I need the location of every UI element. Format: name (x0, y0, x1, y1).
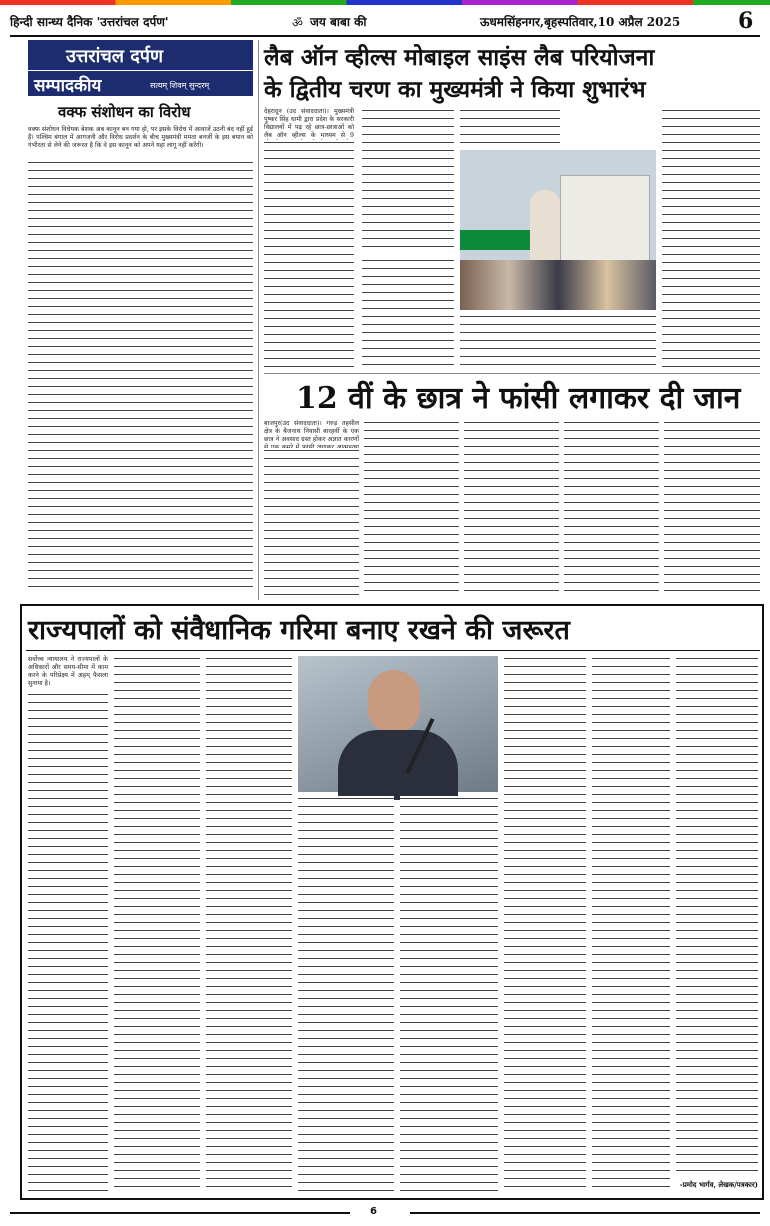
second-col-2 (364, 420, 459, 598)
second-col-3 (464, 420, 559, 598)
lead-col-4 (662, 108, 760, 368)
lead-dateline-text: देहरादून (उद संवाददाता)। (264, 108, 329, 115)
editorial-body-lines (28, 160, 253, 590)
masthead-paper-name: हिन्दी सान्ध्य दैनिक 'उत्तरांचल दर्पण' (10, 15, 169, 29)
second-body-lead: गरुड़ तहसील क्षेत्र के बैजनाथ निवासी बारहवीं के एक छात्र ने अवसाद ग्रस्त होकर अज्ञात कारणों (264, 420, 359, 444)
editorial-body-lead: वक्फ संशोधन विधेयक बेशक अब कानून बन गया हो, पर इसके विरोध में आवाजें उठनी बंद नहीं हुई हैं। पश्चिम बंगाल में आगजनी और विरोध प्रदर्शन के बीच मुख्यमंत्री ममता बनर्जी के इस बयान को गंभीरता से लेने की जरूरत है कि वे इस कानून को अपने यहां लागू नहीं करेंगी। (28, 126, 253, 150)
main-story-box (20, 604, 764, 1200)
lead-col-1 (264, 140, 354, 370)
lead-bottom-rule (264, 373, 760, 374)
main-col-7 (592, 656, 670, 1192)
lead-dateline (264, 108, 354, 138)
second-col-5 (664, 420, 760, 598)
main-headline-rule (26, 650, 760, 651)
masthead-date: ऊधमसिंहनगर,बृहस्पतिवार,10 अप्रैल 2025 (480, 15, 681, 29)
main-col-3 (206, 656, 292, 1192)
editorial-column (28, 40, 253, 600)
main-col-1 (28, 692, 108, 1192)
main-col-8 (676, 656, 758, 1176)
lead-headline-line-2: के द्वितीय चरण का मुख्यमंत्री ने किया शुभारंभ (264, 76, 646, 103)
main-col-5 (400, 796, 498, 1192)
footer-bar (10, 1206, 760, 1220)
lead-col-3-lower (460, 314, 656, 370)
om-icon: ॐ (292, 16, 303, 30)
second-col-4 (564, 420, 659, 598)
main-col-6 (504, 656, 586, 1192)
editorial-brand-box (28, 40, 253, 70)
main-col-4 (298, 796, 394, 1192)
footer-page-number: 6 (370, 1206, 377, 1217)
lead-col-2 (362, 108, 454, 253)
photo-crowd (460, 260, 656, 310)
main-col-2 (114, 656, 200, 1192)
footer-rule-left (10, 1212, 350, 1214)
second-col-1 (264, 448, 359, 598)
photo-banner (460, 230, 530, 250)
lead-headline-line-1: लैब ऑन व्हील्स मोबाइल साइंस लैब परियोजना (264, 44, 655, 71)
masthead-slogan: जय बाबा की (310, 15, 367, 29)
masthead-rule (10, 35, 760, 37)
second-headline: 12 वीं के छात्र ने फांसी लगाकर दी जान (296, 381, 741, 416)
lead-body-lead: मुख्यमंत्री पुष्कर सिंह धामी द्वारा प्रदेश के सरकारी विद्यालयों में पढ़ रहे छात्र-छात्राओं को लैब ऑन व्हील्स के माध्यम से 9 (264, 108, 354, 140)
portrait-body (338, 730, 458, 800)
editorial-section-box (28, 70, 253, 96)
lead-photo (460, 150, 656, 310)
lead-col-3 (460, 108, 560, 148)
lead-col-2-lower (362, 258, 454, 370)
main-body-lead: सर्वोच्च न्यायालय ने राज्यपालों के अधिकारों और समय-सीमा में काम करने के परिप्रेक्ष्य में अहम् फैसला सुनाया है। (28, 656, 108, 688)
second-dateline-text: बाजपुर(उद संवाददाता)। (264, 420, 322, 427)
page-number: 6 (738, 8, 754, 34)
top-color-strip (0, 0, 770, 5)
editorial-headline: वक्फ संशोधन का विरोध (58, 103, 191, 121)
editorial-divider (258, 40, 259, 600)
main-headline: राज्यपालों को संवैधानिक गरिमा बनाए रखने की जरूरत (28, 615, 570, 646)
main-byline: -प्रमोद भार्गव, लेखक/पत्रकार) (679, 1180, 758, 1189)
main-portrait-photo (298, 656, 498, 792)
editorial-motto: सत्यम् शिवम् सुन्दरम् (150, 81, 210, 90)
footer-rule-right (410, 1212, 760, 1214)
second-dateline (264, 420, 359, 446)
masthead (10, 8, 760, 34)
portrait-head (368, 670, 420, 732)
editorial-brand: उत्तरांचल दर्पण (66, 46, 164, 67)
editorial-section-title: सम्पादकीय (34, 76, 102, 96)
